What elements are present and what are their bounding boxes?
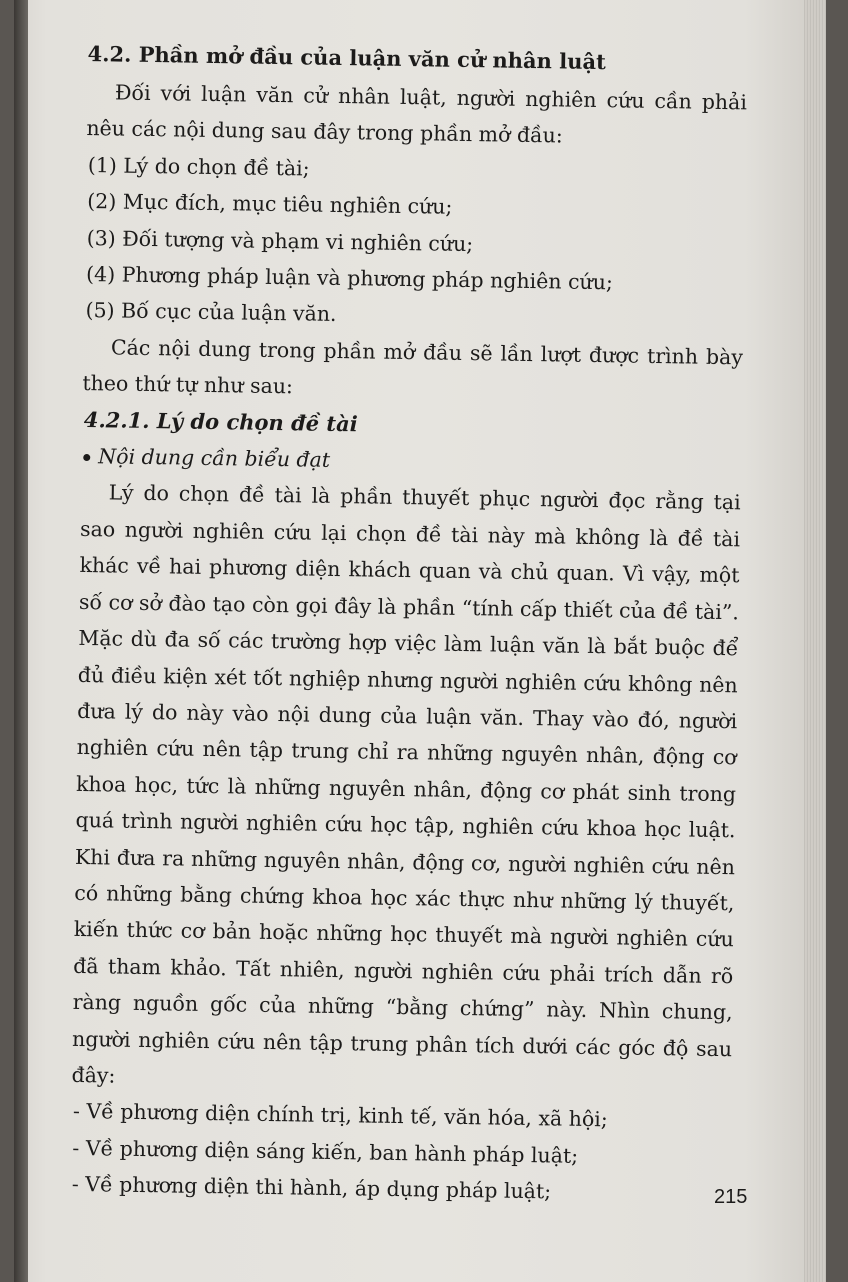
body-paragraph: Lý do chọn đề tài là phần thuyết phục người đọc rằng tại sao người nghiên cứu lại chọn đề tài này mà không là đề tài khác về hai phương diện khách quan và chủ quan. Vì vậy, một số cơ sở đào tạo còn gọi đây là phần “tính cấp thiết của đề tài”. Mặc dù đa số các trường hợp việc làm luận văn là bắt buộc để đủ điều kiện xét tốt nghiệp nhưng người nghiên cứu không nên đưa lý do này vào nội dung của luận văn. Thay vào đó, người nghiên cứu nên tập trung chỉ ra những nguyên nhân, động cơ khoa học, tức là những nguyên nhân, động cơ phát sinh trong quá trình người nghiên cứu học tập, nghiên cứu khoa học luật. Khi đưa ra những nguyên nhân, động cơ, người nghiên cứu nên có những bằng chứng khoa học xác thực như những lý thuyết, kiến thức cơ bản hoặc những học thuyết mà người nghiên cứu đã tham khảo. Tất nhiên, người nghiên cứu phải trích dẫn rõ ràng nguồn gốc của những “bằng chứng” này. Nhìn chung, người nghiên cứu nên tập trung phân tích dưới các góc độ sau đây:	[71, 480, 741, 1088]
intro-paragraph: Đối với luận văn cử nhân luật, người nghiên cứu cần phải nêu các nội dung sau đây trong phần mở đầu:	[86, 80, 748, 148]
dash-item-1: - Về phương diện chính trị, kinh tế, văn hóa, xã hội;	[72, 1099, 608, 1132]
bullet-heading-text: Nội dung cần biểu đạt	[98, 444, 331, 472]
page-content	[70, 28, 748, 1213]
subsection-heading: 4.2.1. Lý do chọn đề tài	[83, 406, 358, 436]
page-number: 215	[714, 1186, 748, 1208]
list-item-2: (2) Mục đích, mục tiêu nghiên cứu;	[87, 189, 453, 219]
dash-item-2: - Về phương diện sáng kiến, ban hành pháp luật;	[72, 1135, 579, 1168]
page-stack-edge	[804, 0, 826, 1282]
section-heading: 4.2. Phần mở đầu của luận văn cử nhân luật	[87, 40, 606, 75]
list-item-3: (3) Đối tượng và phạm vi nghiên cứu;	[86, 225, 474, 256]
list-item-1: (1) Lý do chọn đề tài;	[87, 152, 310, 181]
dash-item-3: - Về phương diện thi hành, áp dụng pháp luật;	[71, 1172, 552, 1204]
list-item-4: (4) Phương pháp luận và phương pháp nghiên cứu;	[85, 262, 614, 295]
book-page	[14, 0, 826, 1282]
binding-shadow	[14, 0, 28, 1282]
bullet-icon	[83, 454, 90, 461]
list-item-5: (5) Bố cục của luận văn.	[85, 298, 337, 327]
order-note-paragraph: Các nội dung trong phần mở đầu sẽ lần lượt được trình bày theo thứ tự như sau:	[82, 335, 744, 399]
